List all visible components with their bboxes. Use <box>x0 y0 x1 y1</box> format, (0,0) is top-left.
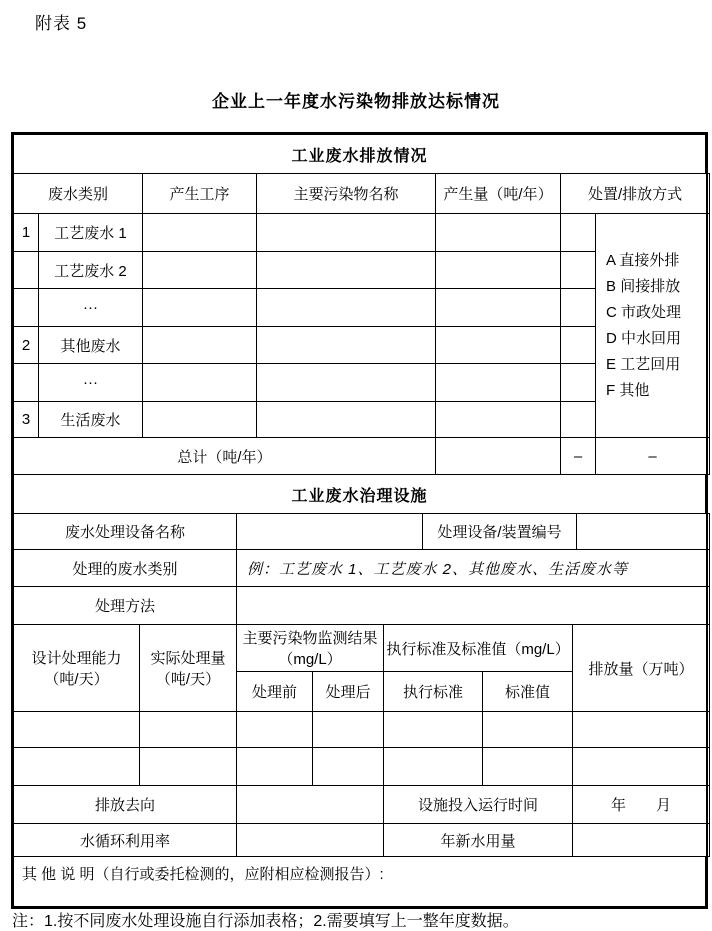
waste-category: 工艺废水 1 <box>39 214 143 252</box>
table-row <box>14 214 710 252</box>
discharge-header: 排放量（万吨） <box>573 625 710 712</box>
empty-cell <box>237 748 313 786</box>
monitor-empty-row <box>14 712 710 748</box>
total-dash: – <box>561 438 596 475</box>
empty-cell <box>384 748 483 786</box>
empty-cell <box>483 748 573 786</box>
legend-item: D 中水回用 <box>606 329 682 347</box>
disposal-code-cell <box>561 327 596 364</box>
process-cell <box>143 252 257 289</box>
method-cell <box>237 587 710 625</box>
empty-cell <box>237 712 313 748</box>
section2-title-band <box>13 474 706 514</box>
disposal-code-cell <box>561 364 596 402</box>
doc-footnote: 注：1.按不同废水处理设施自行添加表格；2.需要填写上一整年度数据。 <box>12 913 519 930</box>
col-header-disposal: 处置/排放方式 <box>561 174 710 214</box>
new-water-cell <box>573 824 710 857</box>
total-label: 总计（吨/年） <box>14 438 436 475</box>
disposal-code-cell <box>561 402 596 438</box>
empty-cell <box>140 748 237 786</box>
empty-cell <box>14 712 140 748</box>
treated-category-label: 处理的废水类别 <box>14 550 237 587</box>
empty-cell <box>313 712 384 748</box>
empty-cell <box>573 712 710 748</box>
operation-time-label: 设施投入运行时间 <box>384 786 573 824</box>
row-number: 3 <box>14 402 39 438</box>
form-table <box>11 132 708 909</box>
empty-cell <box>14 748 140 786</box>
equipment-band <box>13 513 710 550</box>
waste-category: 其他废水 <box>39 327 143 364</box>
legend-item: E 工艺回用 <box>606 355 681 373</box>
legend-item: B 间接排放 <box>606 277 681 295</box>
row-number: 1 <box>14 214 39 252</box>
discharge-direction-label: 排放去向 <box>14 786 237 824</box>
page-title: 企业上一年度水污染物排放达标情况 <box>212 92 500 111</box>
standard-header: 执行标准及标准值（mg/L） <box>384 625 573 672</box>
amount-cell <box>436 402 561 438</box>
section2-title: 工业废水治理设施 <box>14 475 706 514</box>
pollutants-cell <box>257 252 436 289</box>
pollutants-cell <box>257 214 436 252</box>
exec-standard-header: 执行标准 <box>384 672 483 712</box>
total-dash: – <box>596 438 710 475</box>
recycle-rate-cell <box>237 824 384 857</box>
col-header-amount: 产生量（吨/年） <box>436 174 561 214</box>
treated-category-example: 例：工艺废水 1、工艺废水 2、其他废水、生活废水等 <box>237 550 710 587</box>
empty-cell <box>384 712 483 748</box>
process-cell <box>143 402 257 438</box>
empty-cell <box>573 748 710 786</box>
disposal-code-cell <box>561 289 596 327</box>
row-number: 2 <box>14 327 39 364</box>
disposal-legend <box>596 214 710 438</box>
after-treatment-header: 处理后 <box>313 672 384 712</box>
amount-cell <box>436 214 561 252</box>
process-cell <box>143 327 257 364</box>
waste-category: 生活废水 <box>39 402 143 438</box>
waste-category: ··· <box>39 289 143 327</box>
design-capacity-header: 设计处理能力（吨/天） <box>14 625 140 712</box>
equipment-name-label: 废水处理设备名称 <box>14 514 237 550</box>
doc-label: 附表 5 <box>35 14 88 33</box>
category-method-band <box>13 549 710 625</box>
other-notes-band <box>13 856 706 907</box>
empty-cell <box>313 748 384 786</box>
equipment-no-label: 处理设备/装置编号 <box>423 514 577 550</box>
monitor-result-header: 主要污染物监测结果（mg/L） <box>237 625 384 672</box>
pollutants-cell <box>257 327 436 364</box>
col-header-category: 废水类别 <box>14 174 143 214</box>
row-number <box>14 364 39 402</box>
amount-cell <box>436 364 561 402</box>
legend-item: A 直接外排 <box>606 251 680 269</box>
legend-item: C 市政处理 <box>606 303 682 321</box>
before-treatment-header: 处理前 <box>237 672 313 712</box>
col-header-pollutants: 主要污染物名称 <box>257 174 436 214</box>
discharge-band <box>13 785 710 857</box>
amount-cell <box>436 327 561 364</box>
row-number <box>14 252 39 289</box>
waste-category: ··· <box>39 364 143 402</box>
total-amount-cell <box>436 438 561 475</box>
equipment-no-cell <box>577 514 710 550</box>
recycle-rate-label: 水循环利用率 <box>14 824 237 857</box>
waste-category: 工艺废水 2 <box>39 252 143 289</box>
legend-item: F 其他 <box>606 381 650 399</box>
new-water-label: 年新水用量 <box>384 824 573 857</box>
operation-time-value: 年 月 <box>573 786 710 824</box>
process-cell <box>143 214 257 252</box>
col-header-process: 产生工序 <box>143 174 257 214</box>
amount-cell <box>436 252 561 289</box>
amount-cell <box>436 289 561 327</box>
empty-cell <box>140 712 237 748</box>
actual-amount-header: 实际处理量（吨/天） <box>140 625 237 712</box>
process-cell <box>143 364 257 402</box>
pollutants-cell <box>257 289 436 327</box>
equipment-name-cell <box>237 514 423 550</box>
method-label: 处理方法 <box>14 587 237 625</box>
row-number <box>14 289 39 327</box>
section1-body-band <box>13 173 710 475</box>
empty-cell <box>483 712 573 748</box>
pollutants-cell <box>257 364 436 402</box>
disposal-code-cell <box>561 252 596 289</box>
section1-title-band <box>13 134 706 174</box>
process-cell <box>143 289 257 327</box>
other-notes-label: 其 他 说 明（自行或委托检测的，应附相应检测报告）: <box>14 857 706 907</box>
total-row <box>14 438 710 475</box>
disposal-code-cell <box>561 214 596 252</box>
discharge-direction-cell <box>237 786 384 824</box>
section1-title: 工业废水排放情况 <box>14 135 706 174</box>
pollutants-cell <box>257 402 436 438</box>
standard-value-header: 标准值 <box>483 672 573 712</box>
monitor-empty-row <box>14 748 710 786</box>
monitor-band <box>13 624 710 786</box>
